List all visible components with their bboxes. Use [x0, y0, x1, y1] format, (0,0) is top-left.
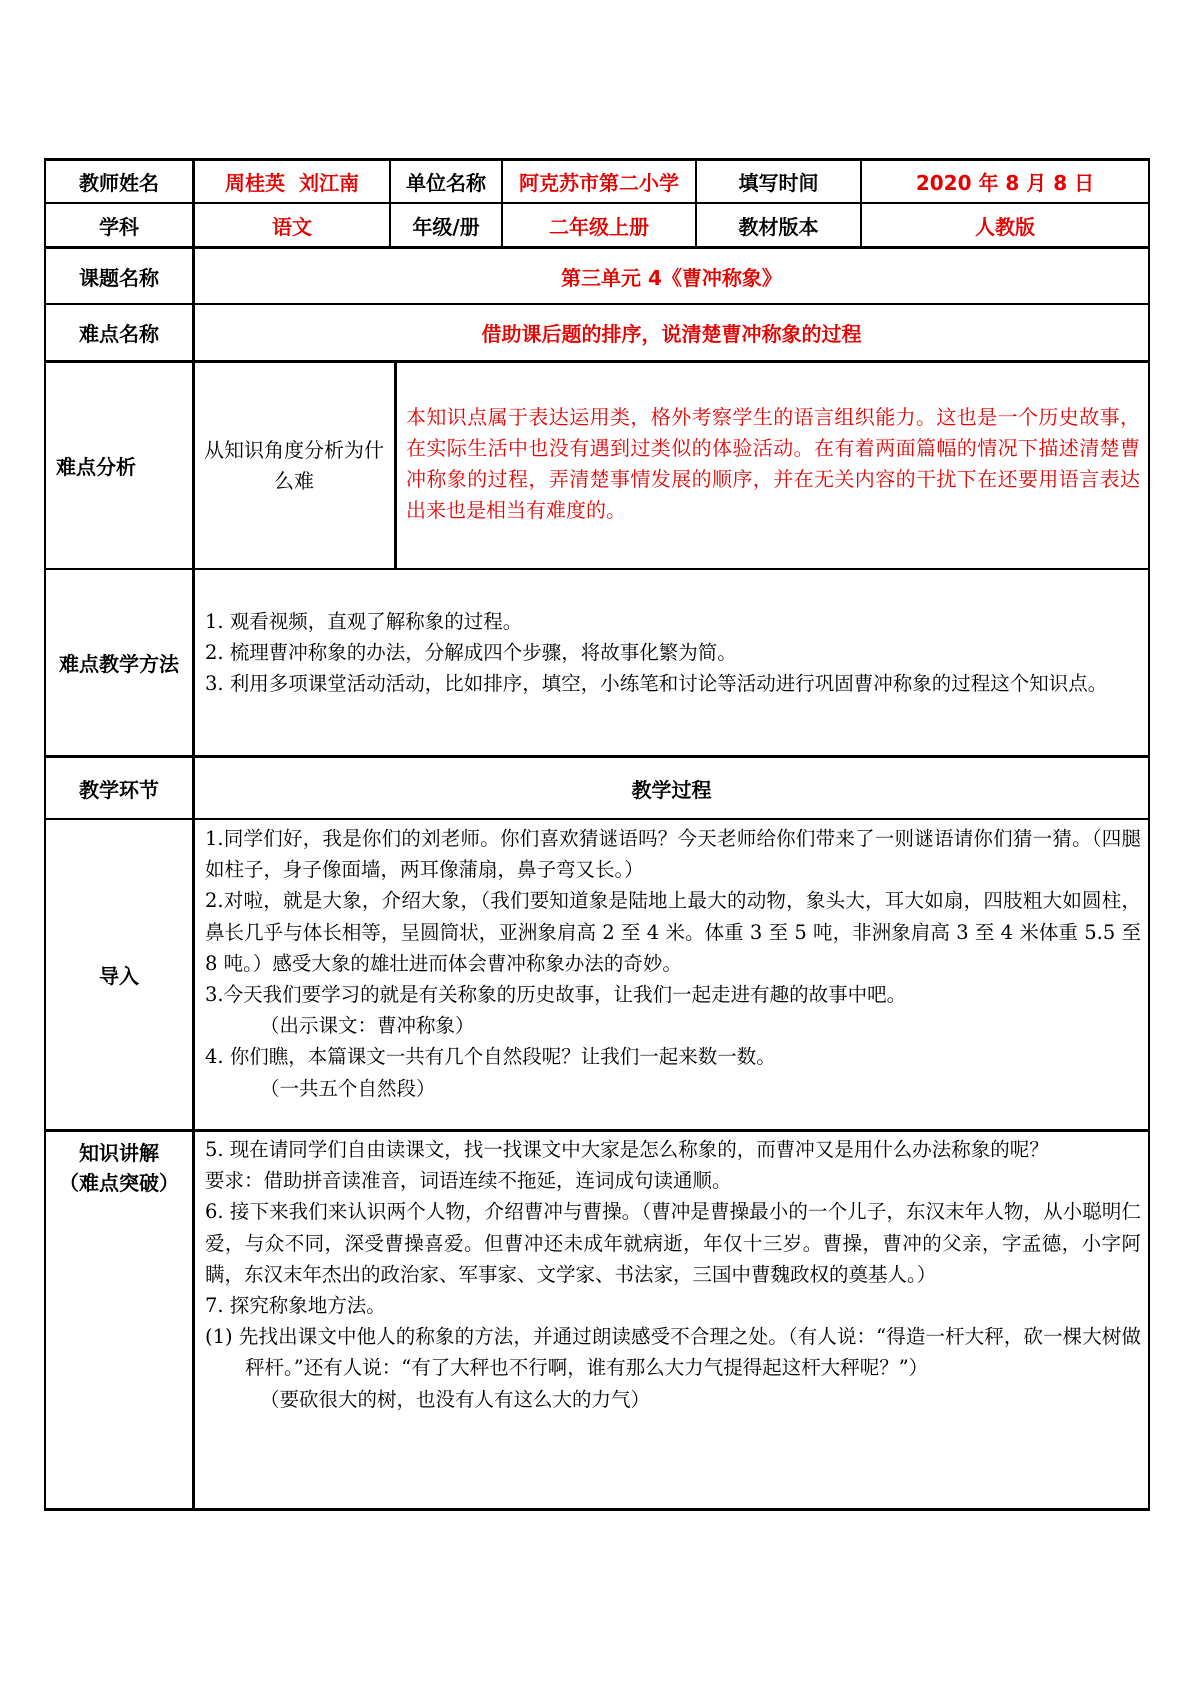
method-item: 3. 利用多项课堂活动活动，比如排序，填空，小练笔和讨论等活动进行巩固曹冲称象的过程这个知识点。	[205, 672, 1108, 696]
analysis-label: 难点分析	[56, 455, 136, 479]
knowledge-label	[46, 1138, 192, 1198]
method-list	[205, 606, 1141, 700]
intro-paragraph: 3.今天我们要学习的就是有关称象的历史故事，让我们一起走进有趣的故事中吧。	[205, 983, 907, 1007]
row-divider	[44, 1129, 1150, 1132]
method-item: 2. 梳理曹冲称象的办法，分解成四个步骤，将故事化繁为简。	[205, 641, 737, 665]
intro-paragraph: 2.对啦，就是大象，介绍大象，（我们要知道象是陆地上最大的动物，象头大，耳大如扇，四肢粗大如圆柱，鼻长几乎与体长相等，呈圆筒状，亚洲象肩高 2 至 4 米。体重 3 至 5 吨，非洲象肩高 3 至 4 米体重 5.5 至 8 吨。）感受大象的雄壮进而体会曹冲称象办法的奇妙。	[205, 889, 1141, 975]
intro-paragraph: 4. 你们瞧，本篇课文一共有几个自然段呢？让我们一起来数一数。	[205, 1045, 776, 1069]
grade-label: 年级/册	[412, 214, 480, 239]
analysis-sub-label: 从知识角度分析为什么难	[204, 437, 384, 493]
knowledge-paragraph: 6. 接下来我们来认识两个人物，介绍曹冲与曹操。（曹冲是曹操最小的一个儿子，东汉末年人物，从小聪明仁爱，与众不同，深受曹操喜爱。但曹冲还未成年就病逝，年仅十三岁。曹操，曹冲的父亲，字孟德，小字阿瞒，东汉末年杰出的政治家、军事家、文学家、书法家，三国中曹魏政权的奠基人。）	[205, 1200, 1141, 1286]
column-divider	[394, 361, 397, 570]
subject-label: 学科	[99, 214, 139, 239]
intro-paragraph: （出示课文：曹冲称象）	[260, 1014, 475, 1038]
fill-date-label: 填写时间	[738, 171, 819, 195]
knowledge-paragraph: (1) 先找出课文中他人的称象的方法，并通过朗读感受不合理之处。（有人说：“得造一杆大秤，砍一棵大树做秤杆。”还有人说：“有了大秤也不行啊，谁有那么大力气提得起这杆大秤呢？”）	[205, 1325, 1141, 1380]
process-stage-label: 教学环节	[79, 777, 159, 802]
column-divider	[192, 158, 195, 1511]
fill-date-value: 2020 年 8 月 8 日	[915, 171, 1095, 195]
grade-value: 二年级上册	[549, 214, 649, 239]
unit-name-label: 单位名称	[406, 171, 486, 195]
method-item: 1. 观看视频，直观了解称象的过程。	[205, 610, 523, 633]
analysis-text: 本知识点属于表达运用类，格外考察学生的语言组织能力。这也是一个历史故事，在实际生活中也没有遇到过类似的体验活动。在有着两面篇幅的情况下描述清楚曹冲称象的过程，弄清楚事情发展的顺序，并在无关内容的干扰下在还要用语言表达出来也是相当有难度的。	[406, 405, 1140, 522]
knowledge-label-line: （难点突破）	[59, 1171, 179, 1195]
knowledge-paragraph: 5. 现在请同学们自由读课文，找一找课文中大家是怎么称象的，而曹冲又是用什么办法称象的呢？	[205, 1138, 1049, 1161]
subject-value: 语文	[272, 214, 312, 239]
knowledge-content	[205, 1134, 1141, 1415]
row-divider	[44, 818, 1150, 820]
edition-label: 教材版本	[738, 214, 819, 239]
topic-label: 课题名称	[79, 265, 159, 290]
lesson-plan-table	[44, 158, 1150, 1511]
knowledge-paragraph: 要求：借助拼音读准音，词语连续不拖延，连词成句读通顺。	[205, 1169, 732, 1193]
teacher-name-value: 周桂英 刘江南	[225, 171, 359, 195]
intro-content	[205, 823, 1141, 1104]
process-header: 教学过程	[631, 777, 712, 802]
method-label: 难点教学方法	[59, 652, 179, 676]
row-divider	[44, 568, 1150, 570]
intro-paragraph: （一共五个自然段）	[260, 1076, 436, 1100]
table-border-bottom	[44, 1508, 1150, 1511]
intro-paragraph: 1.同学们好，我是你们的刘老师。你们喜欢猜谜语吗？今天老师给你们带来了一则谜语请你们猜一猜。（四腿如柱子，身子像面墙，两耳像蒲扇，鼻子弯又长。）	[205, 827, 1141, 882]
knowledge-paragraph: （要砍很大的树，也没有人有这么大的力气）	[260, 1387, 651, 1411]
teacher-name-label: 教师姓名	[79, 171, 159, 195]
difficulty-label: 难点名称	[79, 322, 159, 346]
unit-name-value: 阿克苏市第二小学	[519, 171, 679, 195]
knowledge-paragraph: 7. 探究称象地方法。	[205, 1294, 386, 1318]
intro-label: 导入	[99, 964, 139, 988]
edition-value: 人教版	[975, 214, 1035, 239]
topic-value: 第三单元 4《曹冲称象》	[561, 265, 782, 290]
difficulty-value: 借助课后题的排序，说清楚曹冲称象的过程	[481, 322, 862, 346]
knowledge-label-line: 知识讲解	[79, 1141, 159, 1165]
